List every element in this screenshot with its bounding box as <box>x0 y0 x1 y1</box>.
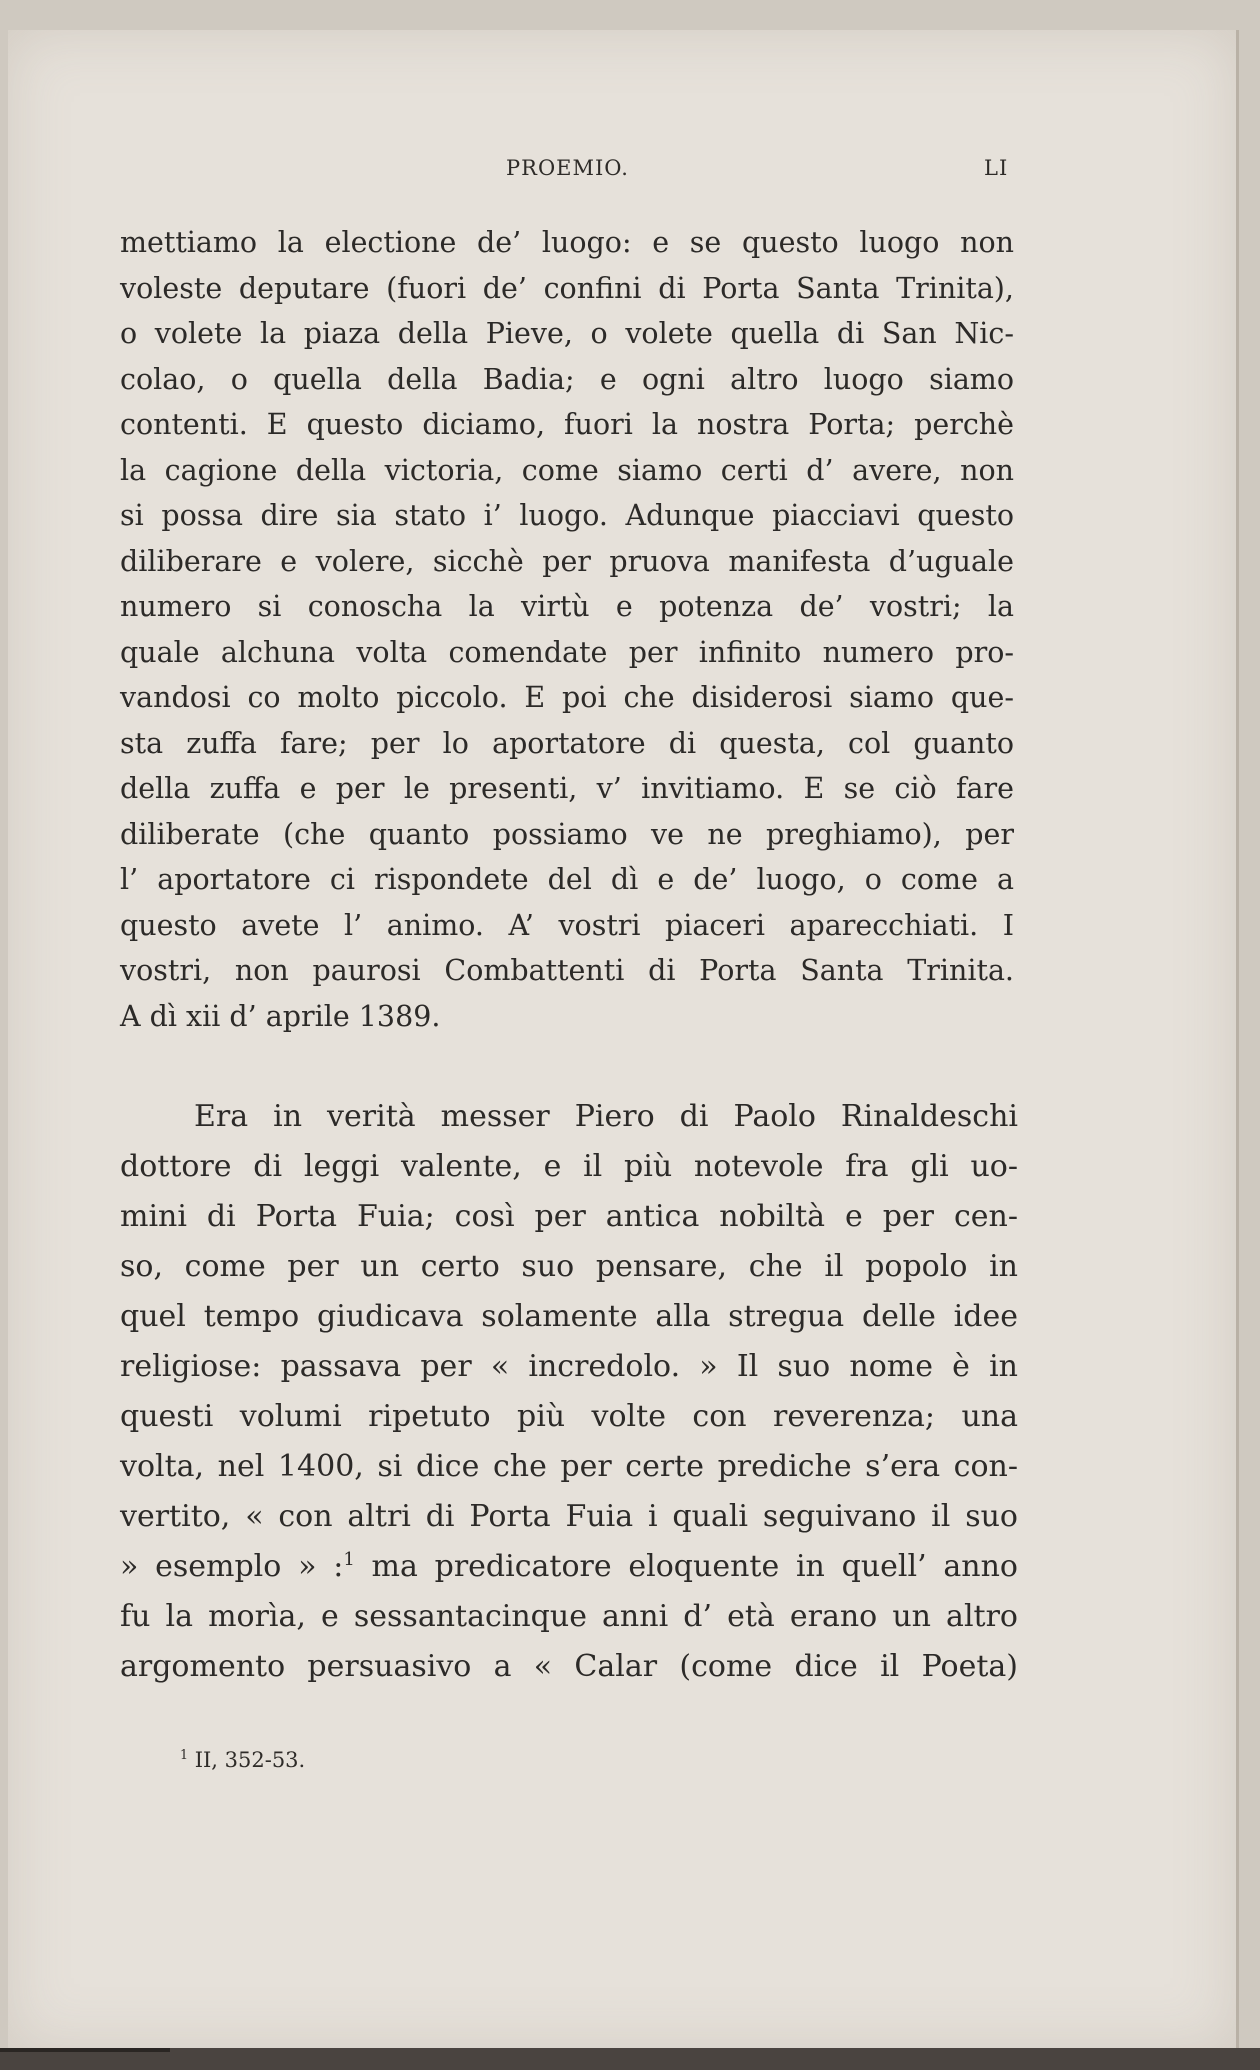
body-paragraph <box>120 1092 1018 1692</box>
text-line: della zuffa e per le presenti, v’ invitiamo. E se ciò fare <box>120 772 1014 805</box>
text-line: colao, o quella della Badia; e ogni altro luogo siamo <box>120 362 1014 396</box>
text-line: questi volumi ripetuto più volte con reverenza; una <box>120 1399 1018 1434</box>
text-line: si possa dire sia stato i’ luogo. Adunque piacciavi questo <box>120 499 1014 532</box>
text-line: contenti. E questo diciamo, fuori la nostra Porta; perchè <box>120 408 1014 441</box>
text-line: la cagione della victoria, come siamo certi d’ avere, non <box>120 453 1014 487</box>
footnote-text: II, 352-53. <box>194 1748 306 1772</box>
page-number: LI <box>984 156 1009 180</box>
text-line: dottore di leggi valente, e il più notevole fra gli uo- <box>120 1149 1018 1184</box>
text-line: A dì xii d’ aprile 1389. <box>120 999 441 1033</box>
footnote-marker: 1 <box>180 1747 189 1762</box>
text-line: fu la morìa, e sessantacinque anni d’ età erano un altro <box>120 1599 1018 1634</box>
text-line: quel tempo giudicava solamente alla stregua delle idee <box>120 1299 1018 1334</box>
text-segment: » esemplo » : <box>120 1549 344 1584</box>
text-line: diliberate (che quanto possiamo ve ne preghiamo), per <box>120 817 1014 851</box>
text-line: so, come per un certo suo pensare, che il popolo in <box>120 1249 1018 1284</box>
text-line: vandosi co molto piccolo. E poi che disiderosi siamo que- <box>120 681 1014 714</box>
text-line: diliberare e volere, sicchè per pruova manifesta d’uguale <box>120 544 1014 578</box>
text-line: vertito, « con altri di Porta Fuia i quali seguivano il suo <box>120 1499 1018 1534</box>
text-line-with-footnote <box>120 1542 1018 1592</box>
text-line: vostri, non paurosi Combattenti di Porta Santa Trinita. <box>120 954 1014 987</box>
text-line: quale alchuna volta comendate per infinito numero pro- <box>120 635 1014 669</box>
text-line: l’ aportatore ci rispondete del dì e de’ luogo, o come a <box>120 863 1014 896</box>
footnote <box>180 1748 305 1772</box>
text-line: o volete la piaza della Pieve, o volete quella di San Nic- <box>120 317 1014 350</box>
text-segment: ma predicatore eloquente in quell’ anno <box>371 1549 1018 1584</box>
bottom-rule <box>0 2048 170 2052</box>
header-title: PROEMIO. <box>506 156 629 180</box>
text-line: volta, nel 1400, si dice che per certe prediche s’era con- <box>120 1449 1018 1484</box>
text-line: numero si conoscha la virtù e potenza de’ vostri; la <box>120 590 1014 623</box>
letter-paragraph <box>120 220 1014 1039</box>
text-line: Era in verità messer Piero di Paolo Rinaldeschi <box>194 1099 1018 1134</box>
text-line: mettiamo la electione de’ luogo: e se questo luogo non <box>120 226 1014 259</box>
running-header <box>0 156 1260 186</box>
text-line: questo avete l’ animo. A’ vostri piaceri aparecchiati. I <box>120 908 1014 942</box>
text-line: religiose: passava per « incredolo. » Il suo nome è in <box>120 1349 1018 1384</box>
text-line: voleste deputare (fuori de’ confini di Porta Santa Trinita), <box>120 271 1014 305</box>
text-line: mini di Porta Fuia; così per antica nobiltà e per cen- <box>120 1199 1018 1234</box>
text-line: argomento persuasivo a « Calar (come dice il Poeta) <box>120 1649 1018 1684</box>
footnote-ref: 1 <box>343 1549 355 1570</box>
text-line: sta zuffa fare; per lo aportatore di questa, col guanto <box>120 726 1014 760</box>
page-bottom-edge <box>0 2048 1260 2070</box>
